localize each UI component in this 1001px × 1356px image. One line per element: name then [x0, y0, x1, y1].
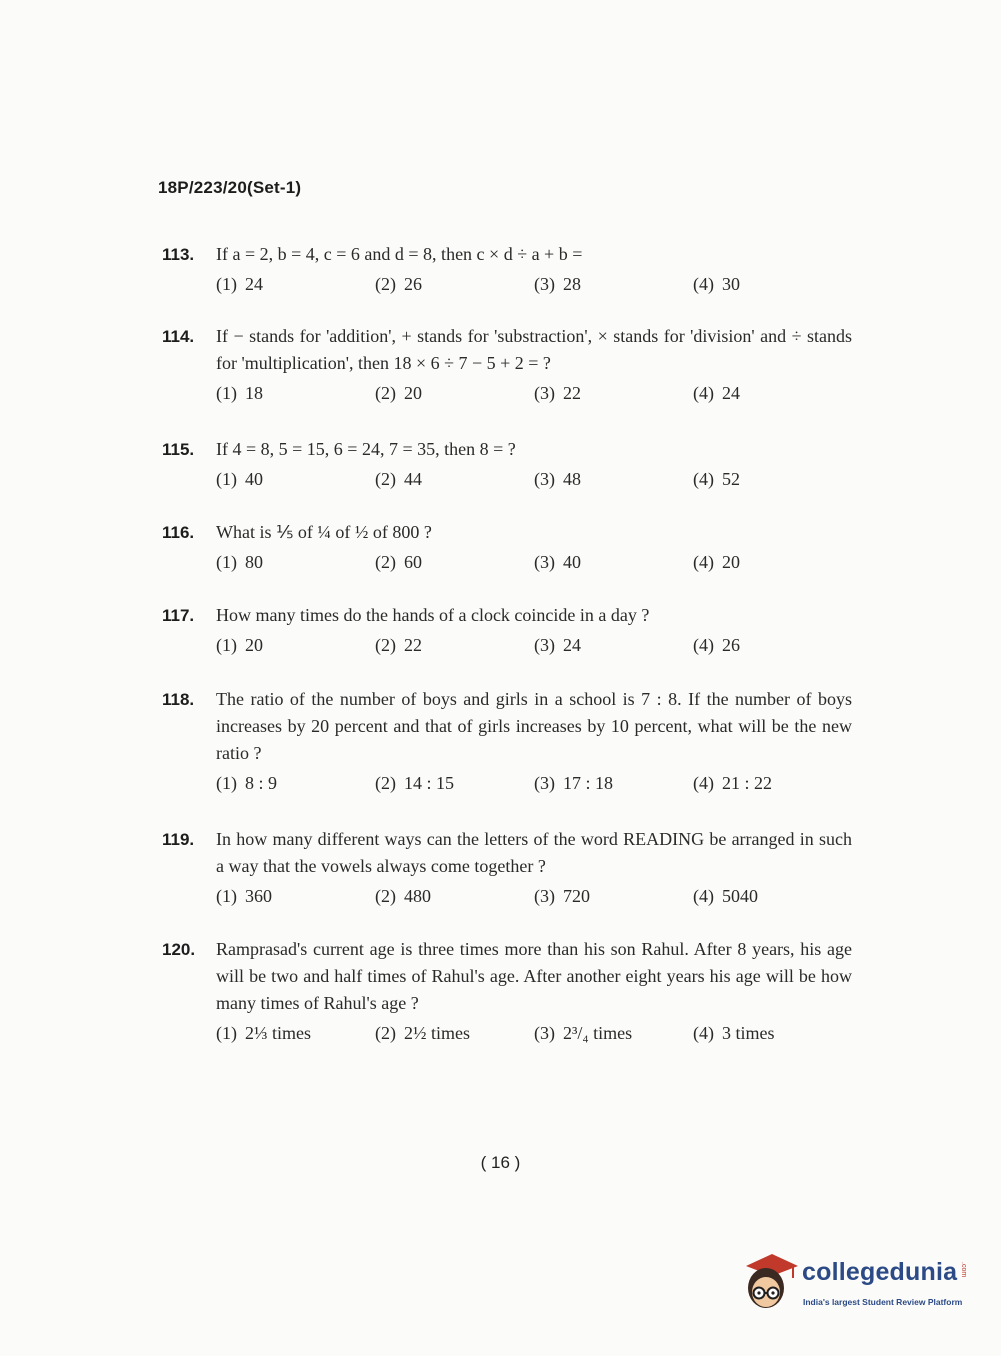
option-3: (3) 48 [534, 469, 581, 489]
option-4: (4) 21 : 22 [693, 773, 773, 793]
page-code: 18P/223/20(Set-1) [158, 178, 302, 197]
options-row [216, 635, 852, 656]
question-113 [162, 241, 852, 295]
option-4: (4) 52 [693, 469, 740, 489]
mascot-icon [742, 1250, 800, 1312]
options-row [216, 383, 852, 404]
question-text: How many times do the hands of a clock coincide in a day ? [216, 605, 650, 625]
question-number: 114. [162, 327, 195, 346]
option-3: (3) 40 [534, 552, 581, 572]
question-number: 117. [162, 606, 195, 625]
options-row [216, 1023, 852, 1044]
option-4: (4) 26 [693, 635, 740, 655]
question-number: 113. [162, 245, 195, 264]
option-1: (1) 18 [216, 383, 263, 403]
option-2: (2) 2½ times [375, 1023, 470, 1043]
option-1: (1) 80 [216, 552, 263, 572]
option-1: (1) 40 [216, 469, 263, 489]
question-number: 119. [162, 830, 195, 849]
question-number: 120. [162, 940, 196, 959]
question-118 [162, 686, 852, 794]
option-4: (4) 30 [693, 274, 740, 294]
logo-tld: .com [960, 1262, 967, 1278]
option-2: (2) 480 [375, 886, 431, 906]
option-3: (3) 22 [534, 383, 581, 403]
options-row [216, 469, 852, 490]
option-1: (1) 8 : 9 [216, 773, 278, 793]
option-1: (1) 2⅓ times [216, 1023, 311, 1043]
logo-wordmark: collegedunia [802, 1258, 958, 1286]
question-number: 115. [162, 440, 195, 459]
option-1: (1) 360 [216, 886, 272, 906]
question-114 [162, 323, 852, 404]
question-115 [162, 436, 852, 490]
question-119 [162, 826, 852, 907]
options-row [216, 886, 852, 907]
question-text: If 4 = 8, 5 = 15, 6 = 24, 7 = 35, then 8 = ? [216, 439, 516, 459]
question-116 [162, 519, 852, 573]
option-3: (3) 17 : 18 [534, 773, 614, 793]
options-row [216, 552, 852, 573]
option-4: (4) 3 times [693, 1023, 775, 1043]
options-row [216, 274, 852, 295]
option-4: (4) 5040 [693, 886, 758, 906]
question-text: The ratio of the number of boys and girls in a school is 7 : 8. If the number of boys increases by 20 percent and that of girls increases by 10 percent, what will be the new ratio ? [216, 689, 852, 763]
option-4: (4) 24 [693, 383, 740, 403]
question-text: If − stands for 'addition', + stands for 'substraction', × stands for 'division' and ÷ stands for 'multiplication', then 18 × 6 ÷ 7 − 5 + 2 = ? [216, 326, 852, 373]
question-120 [162, 936, 852, 1044]
option-3: (3) 720 [534, 886, 590, 906]
option-3: (3) 24 [534, 635, 581, 655]
option-2: (2) 14 : 15 [375, 773, 455, 793]
option-3: (3) 28 [534, 274, 581, 294]
option-4: (4) 20 [693, 552, 740, 572]
question-number: 116. [162, 523, 195, 542]
question-number: 118. [162, 690, 195, 709]
option-2: (2) 26 [375, 274, 422, 294]
option-3: (3) 2³/₄ times [534, 1023, 633, 1043]
logo-tagline: India's largest Student Review Platform [803, 1297, 963, 1307]
question-117 [162, 602, 852, 656]
option-2: (2) 60 [375, 552, 422, 572]
question-text: What is ⅕ of ¼ of ½ of 800 ? [216, 522, 432, 542]
collegedunia-logo [742, 1250, 972, 1320]
question-text: In how many different ways can the letters of the word READING be arranged in such a way that the vowels always come together ? [216, 829, 852, 876]
option-2: (2) 22 [375, 635, 422, 655]
option-2: (2) 20 [375, 383, 422, 403]
option-2: (2) 44 [375, 469, 422, 489]
option-1: (1) 24 [216, 274, 263, 294]
page-number: ( 16 ) [480, 1153, 521, 1172]
question-text: If a = 2, b = 4, c = 6 and d = 8, then c × d ÷ a + b = [216, 244, 583, 264]
options-row [216, 773, 852, 794]
question-text: Ramprasad's current age is three times more than his son Rahul. After 8 years, his age will be two and half times of Rahul's age. After another eight years his age will be how many times of Rahul's age ? [216, 939, 852, 1013]
option-1: (1) 20 [216, 635, 263, 655]
